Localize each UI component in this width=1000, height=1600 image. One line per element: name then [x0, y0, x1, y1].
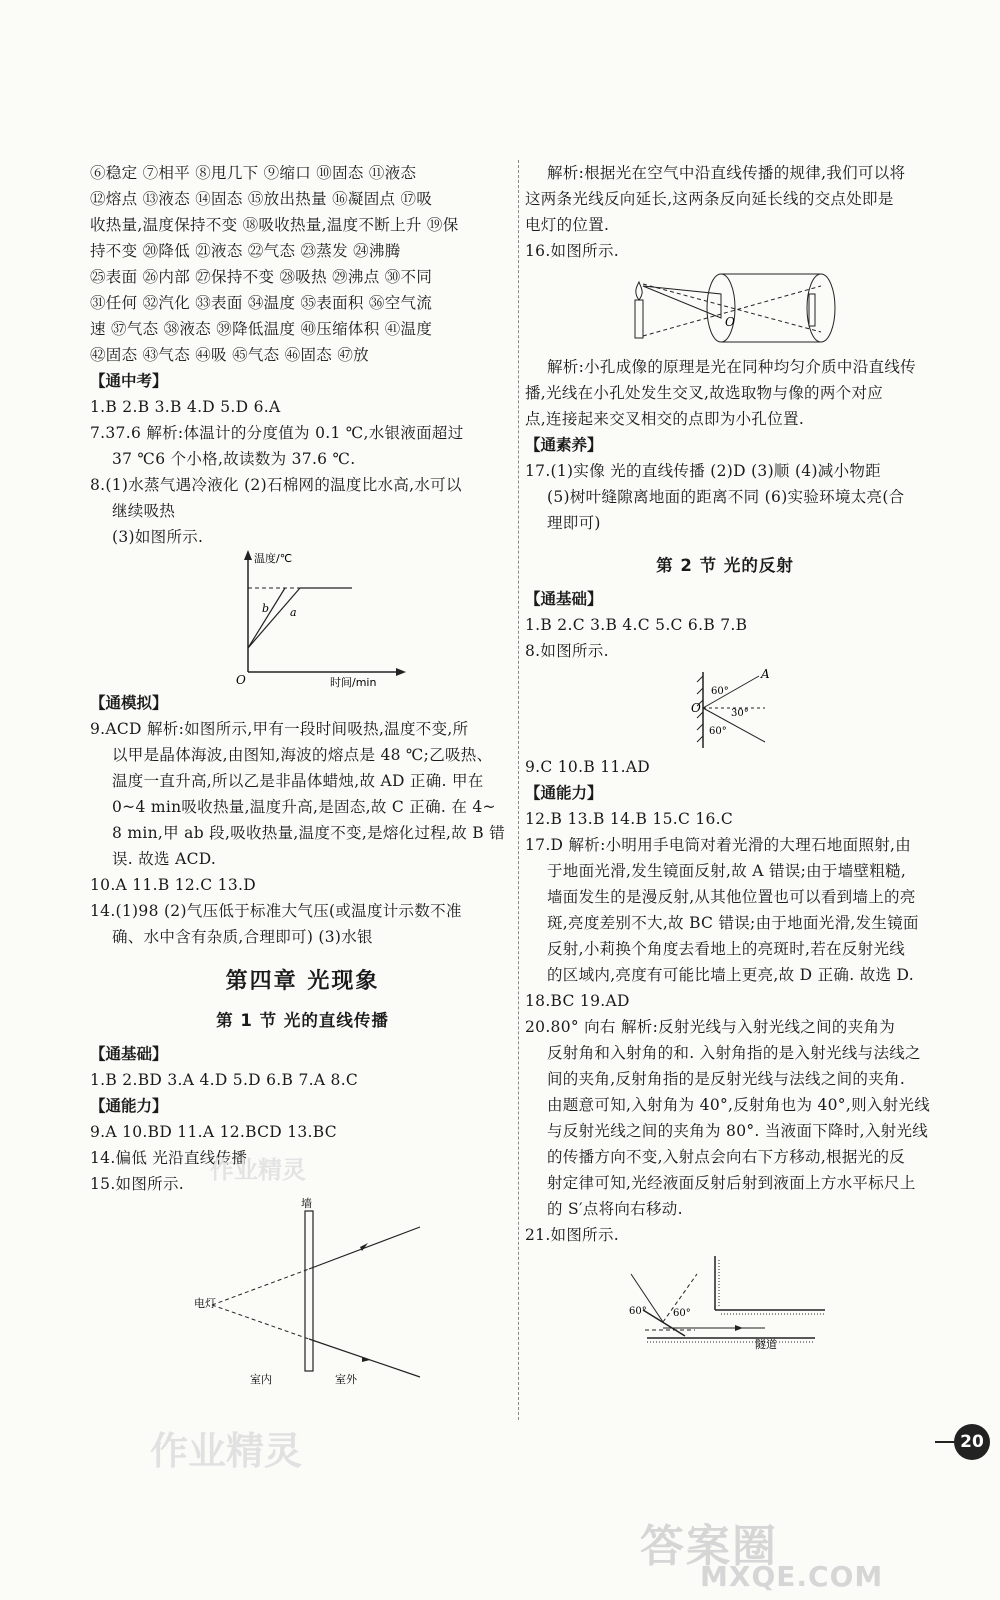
answer-line: 的传播方向不变,入射点会向右下方移动,根据光的反 [547, 1148, 906, 1166]
answer-line: 18.BC 19.AD [525, 992, 630, 1010]
answer-line: 12.B 13.B 14.B 15.C 16.C [525, 810, 734, 828]
answer-line: 8.如图所示. [525, 642, 609, 660]
right-column [525, 160, 931, 1358]
answer-line: 解析:小孔成像的原理是光在同种均匀介质中沿直线传 [547, 358, 916, 376]
answer-line: 1.B 2.C 3.B 4.C 5.C 6.B 7.B [525, 616, 748, 634]
answer-line: 1.B 2.BD 3.A 4.D 5.D 6.B 7.A 8.C [90, 1071, 359, 1089]
answer-line: 播,光线在小孔处发生交叉,故选取物与像的两个对应 [525, 384, 884, 402]
answer-line: 继续吸热 [112, 502, 176, 520]
section-heading-jichu: 【通基础】 [90, 1045, 168, 1063]
answer-line: 解析:根据光在空气中沿直线传播的规律,我们可以将 [547, 164, 906, 182]
tunnel-reflection-diagram [525, 1248, 925, 1358]
answer-line: 20.80° 向右 解析:反射光线与入射光线之间的夹角为 [525, 1018, 896, 1036]
answer-line: ㊷固态 ㊸气态 ㊹吸 ㊺气态 ㊻固态 ㊼放 [90, 346, 369, 364]
graph-line-b: b [262, 602, 270, 615]
answer-line: 16.如图所示. [525, 242, 619, 260]
answer-line: 间的夹角,反射角指的是反射光线与法线之间的夹角. [547, 1070, 906, 1088]
answer-line: ㉛任何 ㉜汽化 ㉝表面 ㉞温度 ㉟表面积 ㊱空气流 [90, 294, 433, 312]
graph-ylabel: 温度/℃ [254, 552, 293, 565]
answer-line: 速 ㊲气态 ㊳液态 ㊴降低温度 ㊵压缩体积 ㊶温度 [90, 320, 433, 338]
answer-line: ⑥稳定 ⑦相平 ⑧甩几下 ⑨缩口 ⑩固态 ⑪液态 [90, 164, 417, 182]
answer-line: 反射角和入射角的和. 入射角指的是入射光线与法线之 [547, 1044, 921, 1062]
answer-line: 理即可) [547, 514, 601, 532]
graph-origin: O [236, 673, 246, 687]
answer-line: 15.如图所示. [90, 1175, 184, 1193]
answer-line: 由题意可知,入射角为 40°,反射角也为 40°,则入射光线 [547, 1096, 931, 1114]
mirror-reflection-diagram [525, 664, 925, 754]
answer-line: 37 ℃6 个小格,故读数为 37.6 ℃. [112, 450, 356, 468]
page-number-rule [935, 1441, 955, 1443]
answer-line: 1.B 2.B 3.B 4.D 5.D 6.A [90, 398, 281, 416]
pinhole-camera-diagram [525, 264, 925, 354]
section-title: 第 2 节 光的反射 [656, 556, 794, 575]
answer-line: 射定律可知,光经液面反射后射到液面上方水平标尺上 [547, 1174, 916, 1192]
answer-list-top [90, 160, 515, 368]
angle-label: 60° [709, 726, 727, 737]
answer-line: (5)树叶缝隙离地面的距离不同 (6)实验环境太亮(合 [547, 488, 905, 506]
chapter-title: 第四章 光现象 [225, 969, 380, 994]
answer-line: 于地面光滑,发生镜面反射,故 A 错误;由于墙壁粗糙, [547, 862, 907, 880]
angle-label: 30° [731, 708, 749, 719]
section-heading-nengli: 【通能力】 [525, 784, 603, 802]
answer-line: 与反射光线之间的夹角为 80°. 当液面下降时,入射光线 [547, 1122, 929, 1140]
section-title: 第 1 节 光的直线传播 [216, 1011, 389, 1030]
answer-line: 21.如图所示. [525, 1226, 619, 1244]
watermark: 答案圈 [640, 1521, 778, 1572]
answer-line: 斑,亮度差别不大,故 BC 错误;由于地面光滑,发生镜面 [547, 914, 919, 932]
answer-line: 10.A 11.B 12.C 13.D [90, 876, 256, 894]
watermark: 作业精灵 [210, 1156, 306, 1184]
section-heading-jichu: 【通基础】 [525, 590, 603, 608]
answer-line: 收热量,温度保持不变 ⑱吸收热量,温度不断上升 ⑲保 [90, 216, 459, 234]
angle-label: 60° [673, 1308, 691, 1319]
answer-line: 的 S′点将向右移动. [547, 1200, 683, 1218]
wall-lamp-diagram [90, 1197, 510, 1387]
answer-line: 9.ACD 解析:如图所示,甲有一段时间吸热,温度不变,所 [90, 720, 469, 738]
left-column [90, 160, 515, 1387]
answer-line: (3)如图所示. [112, 528, 204, 546]
answer-line: 17.D 解析:小明用手电筒对着光滑的大理石地面照射,由 [525, 836, 912, 854]
answer-line: 墙面发生的是漫反射,从其他位置也可以看到墙上的亮 [547, 888, 916, 906]
tunnel-label: 隧道 [755, 1338, 777, 1351]
answer-line: ⑫熔点 ⑬液态 ⑭固态 ⑮放出热量 ⑯凝固点 ⑰吸 [90, 190, 433, 208]
answer-line: 持不变 ⑳降低 ㉑液态 ㉒气态 ㉓蒸发 ㉔沸腾 [90, 242, 401, 260]
answer-line: 8.(1)水蒸气遇冷液化 (2)石棉网的温度比水高,水可以 [90, 476, 462, 494]
answer-line: 电灯的位置. [525, 216, 610, 234]
column-divider [518, 160, 519, 1420]
mirror-point-a: A [761, 667, 770, 681]
answer-line: 17.(1)实像 光的直线传播 (2)D (3)顺 (4)减小物距 [525, 462, 882, 480]
graph-xlabel: 时间/min [330, 676, 377, 689]
answer-line: 14.偏低 光沿直线传播 [90, 1149, 248, 1167]
angle-label: 60° [711, 686, 729, 697]
graph-line-a: a [290, 606, 297, 619]
answer-line: 14.(1)98 (2)气压低于标准大气压(或温度计示数不准 [90, 902, 462, 920]
answer-line: 误. 故选 ACD. [112, 850, 217, 868]
answer-line: 反射,小莉换个角度去看地上的亮斑时,若在反射光线 [547, 940, 906, 958]
answer-line: 温度一直升高,所以乙是非晶体蜡烛,故 AD 正确. 甲在 [112, 772, 484, 790]
answer-line: 9.C 10.B 11.AD [525, 758, 651, 776]
outside-label: 室外 [335, 1373, 357, 1386]
section-heading-moni: 【通模拟】 [90, 694, 168, 712]
pinhole-origin: O [725, 315, 735, 329]
answer-line: 8 min,甲 ab 段,吸收热量,温度不变,是熔化过程,故 B 错 [112, 824, 506, 842]
section-heading-zhongkao: 【通中考】 [90, 372, 168, 390]
answer-line: 9.A 10.BD 11.A 12.BCD 13.BC [90, 1123, 337, 1141]
answer-line: 点,连接起来交叉相交的点即为小孔位置. [525, 410, 805, 428]
temperature-time-graph [90, 550, 510, 690]
page-number: 20 [954, 1424, 990, 1460]
watermark: 作业精灵 [150, 1429, 303, 1473]
angle-label: 60° [629, 1306, 647, 1317]
mirror-point-o: O [691, 701, 701, 715]
watermark: MXQE.COM [700, 1560, 884, 1593]
wall-label: 墙 [301, 1197, 312, 1210]
section-heading-nengli: 【通能力】 [90, 1097, 168, 1115]
answer-line: 以甲是晶体海波,由图知,海波的熔点是 48 ℃;乙吸热、 [112, 746, 493, 764]
answer-line: 的区域内,亮度有可能比墙上更亮,故 D 正确. 故选 D. [547, 966, 914, 984]
answer-line: 确、水中含有杂质,合理即可) (3)水银 [112, 928, 373, 946]
lamp-label: 电灯 [194, 1297, 216, 1310]
section-heading-suyang: 【通素养】 [525, 436, 603, 454]
answer-line: ㉕表面 ㉖内部 ㉗保持不变 ㉘吸热 ㉙沸点 ㉚不同 [90, 268, 433, 286]
answer-line: 这两条光线反向延长,这两条反向延长线的交点处即是 [525, 190, 894, 208]
inside-label: 室内 [250, 1373, 272, 1386]
answer-line: 0~4 min吸收热量,温度升高,是固态,故 C 正确. 在 4~ [112, 798, 496, 816]
answer-line: 7.37.6 解析:体温计的分度值为 0.1 ℃,水银液面超过 [90, 424, 464, 442]
